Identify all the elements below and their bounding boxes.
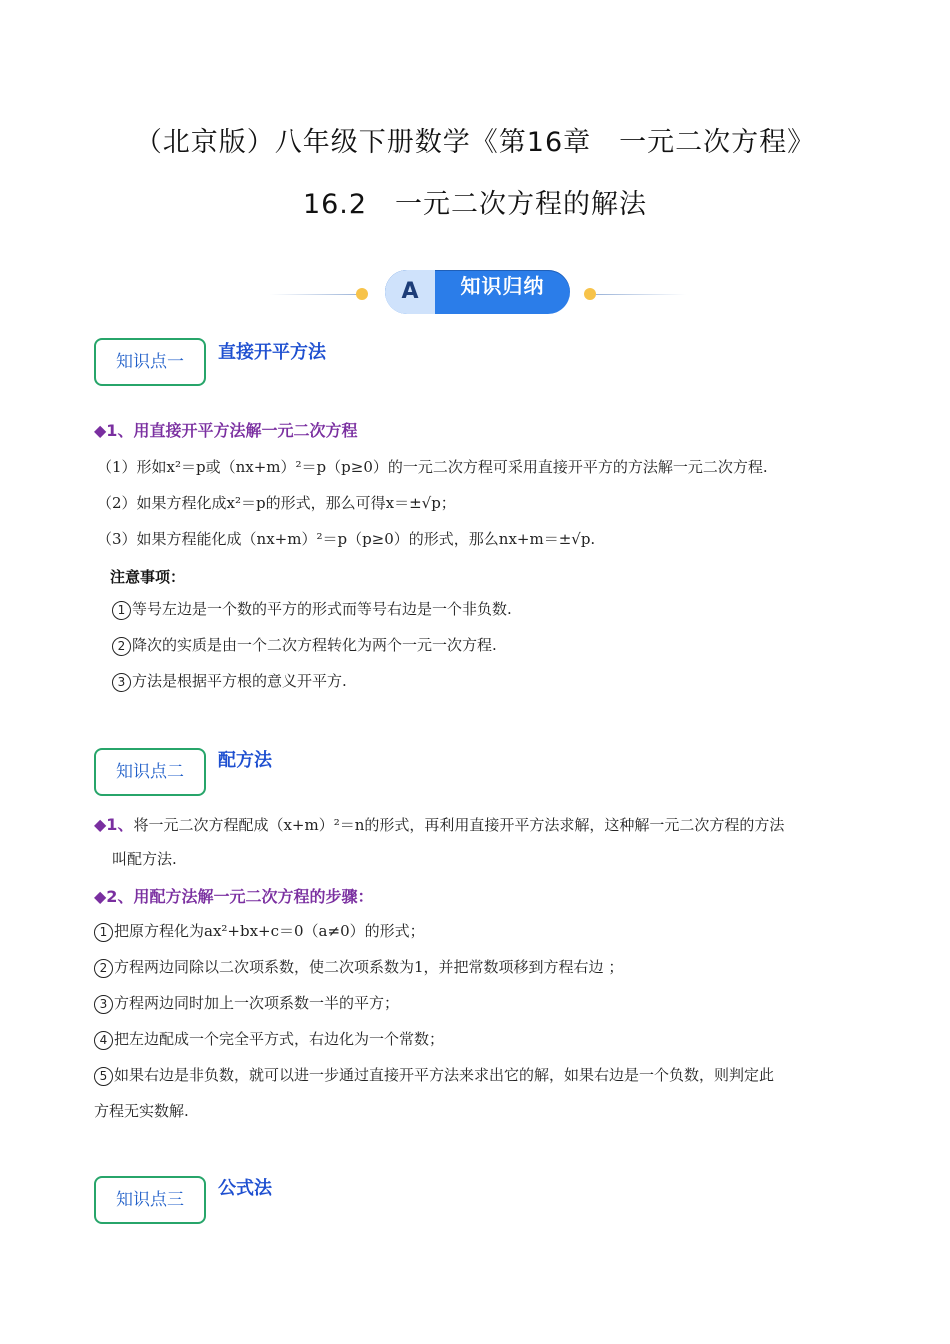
point-heading: ◆1、用直接开平方法解一元二次方程	[94, 421, 358, 440]
text-line: （1）形如x²＝p或（nx+m）²＝p（p≥0）的一元二次方程可采用直接开平方的方法解一元二次方程.	[97, 458, 768, 476]
circled-number: 4	[94, 1031, 113, 1050]
text-line: 方程无实数解.	[94, 1102, 189, 1120]
knowledge-banner	[270, 268, 690, 318]
step-item	[94, 1028, 444, 1050]
step-text: 把原方程化为ax²+bx+c＝0（a≠0）的形式；	[114, 922, 425, 940]
knowledge-point-heading-1: 直接开平方法	[218, 342, 326, 363]
banner-line-left	[270, 294, 360, 295]
circled-number: 3	[94, 995, 113, 1014]
step-text: 方程两边同时加上一次项系数一半的平方；	[114, 994, 400, 1012]
note-text: 降次的实质是由一个二次方程转化为两个一元一次方程.	[132, 636, 497, 654]
knowledge-point-box-3: 知识点三	[94, 1176, 206, 1224]
document-title: （北京版）八年级下册数学《第16章 一元二次方程》	[134, 127, 816, 158]
step-text: 方程两边同除以二次项系数，使二次项系数为1，并把常数项移到方程右边 ；	[114, 958, 624, 976]
step-item	[94, 1064, 774, 1086]
banner-label: 知识归纳	[460, 274, 545, 298]
circled-number: 1	[112, 601, 131, 620]
circled-number: 3	[112, 673, 131, 692]
point-marker: ◆1、	[94, 815, 134, 834]
point-heading: ◆2、用配方法解一元二次方程的步骤：	[94, 887, 374, 906]
text-line: （3）如果方程能化成（nx+m）²＝p（p≥0）的形式，那么nx+m＝±√p.	[97, 530, 596, 548]
knowledge-point-box-2: 知识点二	[94, 748, 206, 796]
banner-dot-left	[356, 288, 368, 300]
note-item	[112, 670, 347, 692]
step-item	[94, 956, 623, 978]
banner-line-right	[596, 294, 686, 295]
knowledge-point-heading-2: 配方法	[218, 750, 272, 771]
circled-number: 2	[112, 637, 131, 656]
step-item	[94, 920, 425, 942]
note-text: 方法是根据平方根的意义开平方.	[132, 672, 347, 690]
note-text: 等号左边是一个数的平方的形式而等号右边是一个非负数.	[132, 600, 512, 618]
note-title: 注意事项：	[110, 568, 186, 586]
text-line	[94, 812, 784, 835]
note-item	[112, 598, 512, 620]
point-text: 将一元二次方程配成（x+m）²＝n的形式，再利用直接开平方法求解，这种解一元二次方程的方法	[133, 816, 785, 834]
step-item	[94, 992, 399, 1014]
text-line: （2）如果方程化成x²＝p的形式，那么可得x＝±√p；	[97, 494, 456, 512]
circled-number: 1	[94, 923, 113, 942]
circled-number: 5	[94, 1067, 113, 1086]
banner-letter: A	[385, 270, 435, 314]
note-item	[112, 634, 497, 656]
step-text: 把左边配成一个完全平方式，右边化为一个常数；	[114, 1030, 445, 1048]
text-line: 叫配方法.	[112, 850, 177, 868]
banner-dot-right	[584, 288, 596, 300]
step-text: 如果右边是非负数，就可以进一步通过直接开平方法来求出它的解，如果右边是一个负数，则判定此	[114, 1066, 775, 1084]
banner-pill	[385, 270, 570, 314]
circled-number: 2	[94, 959, 113, 978]
section-title: 16.2 一元二次方程的解法	[302, 189, 648, 220]
knowledge-point-box-1: 知识点一	[94, 338, 206, 386]
knowledge-point-heading-3: 公式法	[218, 1178, 272, 1199]
